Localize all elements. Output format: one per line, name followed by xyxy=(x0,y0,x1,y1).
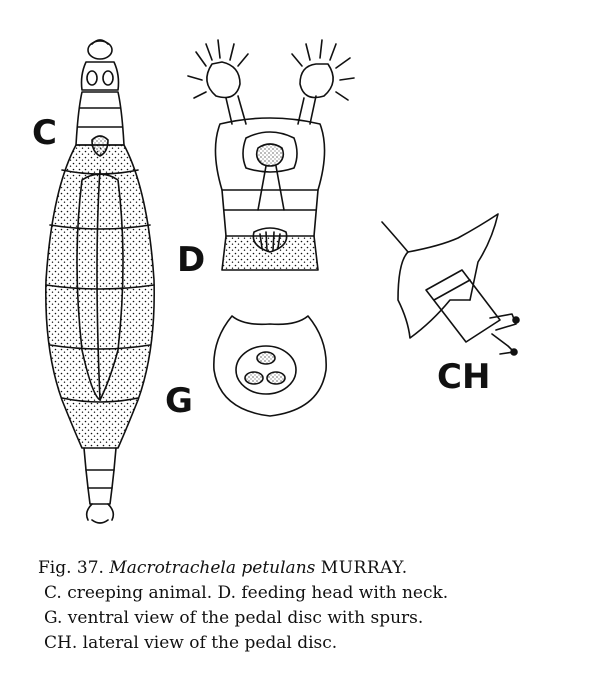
panel-label-g: G xyxy=(165,381,193,421)
c-foot-seg-1 xyxy=(86,470,114,488)
d-cilia-right xyxy=(292,40,354,100)
panel-d-feeding-head xyxy=(188,40,354,270)
ch-toe xyxy=(490,314,516,330)
species-name: Macrotrachela petulans xyxy=(109,558,316,578)
ch-toe-tip-2 xyxy=(511,349,517,355)
caption-title-line xyxy=(38,556,583,581)
g-spur-top xyxy=(257,352,275,364)
caption-line-3: CH. lateral view of the pedal disc. xyxy=(44,633,338,653)
panel-g-pedal-disc xyxy=(214,316,326,416)
ch-toe-tip xyxy=(513,317,519,323)
c-eye-left xyxy=(87,71,97,85)
caption-line-2: G. ventral view of the pedal disc with spurs. xyxy=(44,608,424,628)
g-disc-outline xyxy=(214,316,326,416)
d-corona-left xyxy=(207,62,240,98)
panel-ch-lateral-pedal-disc xyxy=(382,214,519,355)
c-toes xyxy=(87,504,114,523)
figure-caption xyxy=(38,556,583,656)
panel-label-c: C xyxy=(32,113,57,153)
c-rostrum-top xyxy=(92,40,108,44)
ch-segment xyxy=(426,270,500,342)
panel-label-d: D xyxy=(177,240,206,280)
d-mastax xyxy=(257,144,284,166)
caption-line-1: C. creeping animal. D. feeding head with neck. xyxy=(44,583,449,603)
c-foot-seg-2 xyxy=(88,488,112,504)
d-collar xyxy=(222,236,318,270)
d-gullet-2 xyxy=(276,166,284,210)
ch-foot-top xyxy=(408,214,498,300)
panel-label-ch: CH xyxy=(437,357,491,397)
figure-number: Fig. 37. xyxy=(38,558,104,578)
species-author: MURRAY. xyxy=(320,558,408,578)
d-neck xyxy=(222,190,318,236)
d-corona-right xyxy=(300,64,333,98)
g-spur-right xyxy=(267,372,285,384)
c-foot xyxy=(84,448,116,470)
g-spur-left xyxy=(245,372,263,384)
c-eye-right xyxy=(103,71,113,85)
panel-c-creeping-animal xyxy=(46,40,154,523)
ch-foot-outline xyxy=(382,222,470,338)
d-gullet xyxy=(258,166,266,210)
